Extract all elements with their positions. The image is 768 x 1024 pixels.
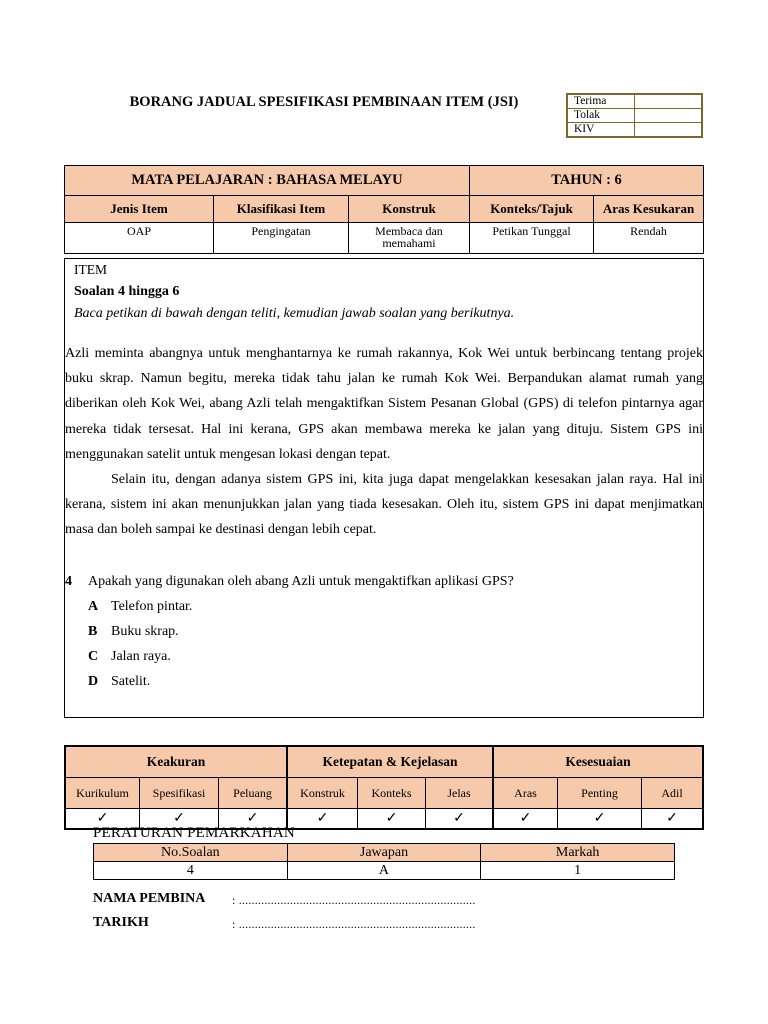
nama-pembina-field[interactable]: : .......................................................................... (232, 893, 476, 907)
subject-cell: MATA PELAJARAN : BAHASA MELAYU (65, 166, 470, 196)
status-tolak-box[interactable] (635, 109, 703, 123)
passage-paragraph-2: Selain itu, dengan adanya sistem GPS ini, kita juga dapat mengelakkan kesesakan jalan raya. Hal ini kerana, sistem ini akan menunjukkan jalan yang tiada kesesakan. Oleh itu, sistem GPS ini dapat menjimatkan masa dan boleh sampai ke destinasi dengan lebih cepat. (65, 472, 703, 538)
check-konteks[interactable]: ✓ (358, 809, 426, 830)
check-kurikulum[interactable]: ✓ (65, 809, 140, 830)
option-text: Telefon pintar. (111, 599, 193, 614)
status-kiv-box[interactable] (635, 123, 703, 138)
item-box (64, 258, 704, 718)
criteria-table (64, 745, 704, 830)
check-jelas[interactable]: ✓ (426, 809, 494, 830)
col-kurikulum: Kurikulum (65, 778, 140, 809)
col-konteks: Konteks (358, 778, 426, 809)
header-klasifikasi-item: Klasifikasi Item (214, 196, 349, 223)
col-adil: Adil (642, 778, 704, 809)
tarikh-field[interactable]: : .......................................................................... (232, 917, 476, 931)
option-letter: D (88, 674, 99, 689)
group-kesesuaian: Kesesuaian (493, 746, 703, 778)
header-konstruk: Konstruk (349, 196, 470, 223)
option-letter: C (88, 649, 99, 664)
option-c[interactable] (65, 644, 703, 669)
option-d[interactable] (65, 669, 703, 694)
question-number: 4 (65, 574, 72, 589)
passage-paragraph-1: Azli meminta abangnya untuk menghantarnya ke rumah rakannya, Kok Wei untuk berbincang tentang projek buku skrap. Namun begitu, mereka tidak tahu jalan ke rumah Kok Wei. Berpandukan alamat rumah yang diberikan oleh Kok Wei, abang Azli telah mengaktifkan Sistem Pesanan Global (GPS) di telefon pintarnya agar mereka tidak tersesat. Hal ini kerana, GPS akan membawa mereka ke jalan yang dituju. Sistem GPS ini menggunakan satelit untuk mengesan lokasi dengan tepat. (65, 346, 703, 462)
value-jenis-item: OAP (65, 223, 214, 254)
question-text: Apakah yang digunakan oleh abang Azli untuk mengaktifkan aplikasi GPS? (88, 574, 514, 589)
status-table (566, 93, 703, 138)
marking-header-markah: Markah (481, 844, 675, 862)
header-konteks: Konteks/Tajuk (470, 196, 594, 223)
check-konstruk[interactable]: ✓ (287, 809, 358, 830)
marking-soalan-value: 4 (94, 862, 288, 880)
col-penting: Penting (558, 778, 642, 809)
item-heading: Soalan 4 hingga 6 (74, 284, 180, 299)
marking-markah-value: 1 (481, 862, 675, 880)
marking-jawapan-value: A (287, 862, 481, 880)
reading-passage (65, 341, 703, 543)
question-block (65, 569, 703, 694)
status-terima-label: Terima (567, 94, 635, 109)
option-text: Satelit. (111, 674, 151, 689)
item-label: ITEM (74, 262, 107, 277)
item-info-table (64, 165, 704, 254)
header-jenis-item: Jenis Item (65, 196, 214, 223)
check-penting[interactable]: ✓ (558, 809, 642, 830)
item-instruction: Baca petikan di bawah dengan teliti, kemudian jawab soalan yang berikutnya. (74, 306, 515, 321)
col-peluang: Peluang (219, 778, 288, 809)
tarikh-label: TARIKH (93, 915, 149, 930)
check-peluang[interactable]: ✓ (219, 809, 288, 830)
status-kiv-label: KIV (567, 123, 635, 138)
option-a[interactable] (65, 594, 703, 619)
col-aras: Aras (493, 778, 558, 809)
option-text: Jalan raya. (111, 649, 171, 664)
option-b[interactable] (65, 619, 703, 644)
check-spesifikasi[interactable]: ✓ (140, 809, 219, 830)
nama-pembina-label: NAMA PEMBINA (93, 891, 206, 906)
marking-header-jawapan: Jawapan (287, 844, 481, 862)
value-klasifikasi-item: Pengingatan (214, 223, 349, 254)
group-ketepatan: Ketepatan & Kejelasan (287, 746, 493, 778)
option-text: Buku skrap. (111, 624, 179, 639)
question-line (65, 569, 703, 594)
group-keakuran: Keakuran (65, 746, 287, 778)
value-konstruk: Membaca dan memahami (349, 223, 470, 254)
year-cell: TAHUN : 6 (470, 166, 704, 196)
option-letter: A (88, 599, 99, 614)
value-konteks: Petikan Tunggal (470, 223, 594, 254)
marking-title: PERATURAN PEMARKAHAN (93, 825, 295, 841)
col-spesifikasi: Spesifikasi (140, 778, 219, 809)
check-adil[interactable]: ✓ (642, 809, 704, 830)
col-konstruk: Konstruk (287, 778, 358, 809)
value-aras-kesukaran: Rendah (594, 223, 704, 254)
status-tolak-label: Tolak (567, 109, 635, 123)
col-jelas: Jelas (426, 778, 494, 809)
option-letter: B (88, 624, 98, 639)
marking-header-soalan: No.Soalan (94, 844, 288, 862)
form-title: BORANG JADUAL SPESIFIKASI PEMBINAAN ITEM (JSI) (129, 94, 519, 110)
status-terima-box[interactable] (635, 94, 703, 109)
header-aras-kesukaran: Aras Kesukaran (594, 196, 704, 223)
check-aras[interactable]: ✓ (493, 809, 558, 830)
marking-table (93, 843, 675, 880)
